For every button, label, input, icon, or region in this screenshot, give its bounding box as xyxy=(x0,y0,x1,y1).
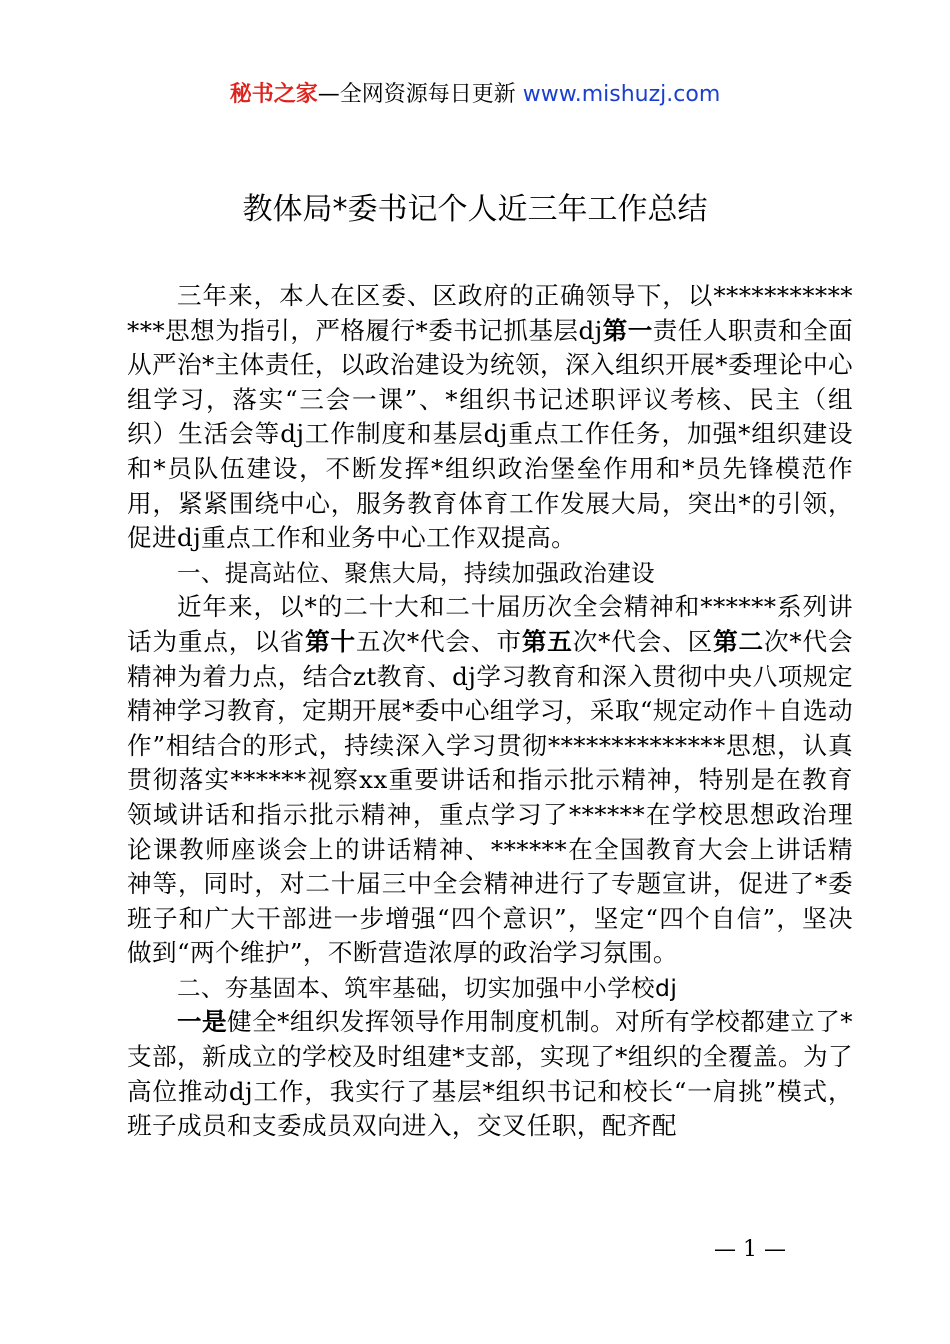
intro-rest: 责任人职责和全面从严治*主体责任，以政治建设为统领，深入组织开展*委理论中心组学习，落实“三会一课”、*组织书记述职评议考核、民主（组织）生活会等dj工作制度和基层dj重点工作任务，加强*组织建设和*员队伍建设，不断发挥*组织政治堡垒作用和*员先锋模范作用，紧紧围绕中心，服务教育体育工作发展大局，突出*的引领，促进dj重点工作和业务中心工作双提高。 xyxy=(127,315,853,553)
political-bold-3: 第二 xyxy=(713,626,764,656)
foundation-text: 健全*组织发挥领导作用制度机制。对所有学校都建立了*支部，新成立的学校及时组建*支部，实现了*组织的全覆盖。为了高位推动dj工作，我实行了基层*组织书记和校长“一肩挑”模式，班子成员和支委成员双向进入，交叉任职，配齐配 xyxy=(127,1007,853,1141)
page-number: — 1 — xyxy=(714,1237,786,1262)
site-banner xyxy=(0,80,950,110)
banner-tagline: —全网资源每日更新 xyxy=(317,82,523,107)
foundation-bold: 一是 xyxy=(177,1007,228,1037)
intro-text: 三年来，本人在区委、区政府的正确领导下，以**************思想为指引，严格履行*委书记抓基层dj xyxy=(127,281,853,345)
document-title: 教体局*委书记个人近三年工作总结 xyxy=(242,192,708,227)
paragraph-political xyxy=(127,590,853,971)
banner-brand: 秘书之家 xyxy=(229,82,318,107)
paragraph-foundation xyxy=(127,1005,853,1143)
political-text-c: 次*代会、区 xyxy=(572,626,714,656)
political-bold-1: 第十 xyxy=(305,626,356,656)
section-heading-2: 二、夯基固本、筑牢基础，切实加强中小学校dj xyxy=(177,973,678,1002)
section-heading-1: 一、提高站位、聚焦大局，持续加强政治建设 xyxy=(177,558,655,587)
paragraph-intro xyxy=(127,279,853,556)
political-text-b: 五次*代会、市 xyxy=(356,626,522,656)
political-bold-2: 第五 xyxy=(521,626,573,656)
intro-bold: 第一 xyxy=(602,315,653,345)
political-text-a: 近年来，以*的二十大和二十届历次全会精神和******系列讲话为重点，以省 xyxy=(127,592,853,656)
banner-site-link[interactable]: www.mishuzj.com xyxy=(522,82,721,107)
political-text-d: 次*代会精神为着力点，结合zt教育、dj学习教育和深入贯彻中央八项规定精神学习教育，定期开展*委中心组学习，采取“规定动作＋自选动作”相结合的形式，持续深入学习贯彻**************思想，认真贯彻落实******视察xx重要讲话和指示批示精神，特别是在教育领域讲话和指示批示精神，重点学习了******在学校思想政治理论课教师座谈会上的讲话精神、******在全国教育大会上讲话精神等，同时，对二十届三中全会精神进行了专题宣讲，促进了*委班子和广大干部进一步增强“四个意识”，坚定“四个自信”，坚决做到“两个维护”，不断营造浓厚的政治学习氛围。 xyxy=(127,626,853,968)
document-body xyxy=(127,279,853,1144)
